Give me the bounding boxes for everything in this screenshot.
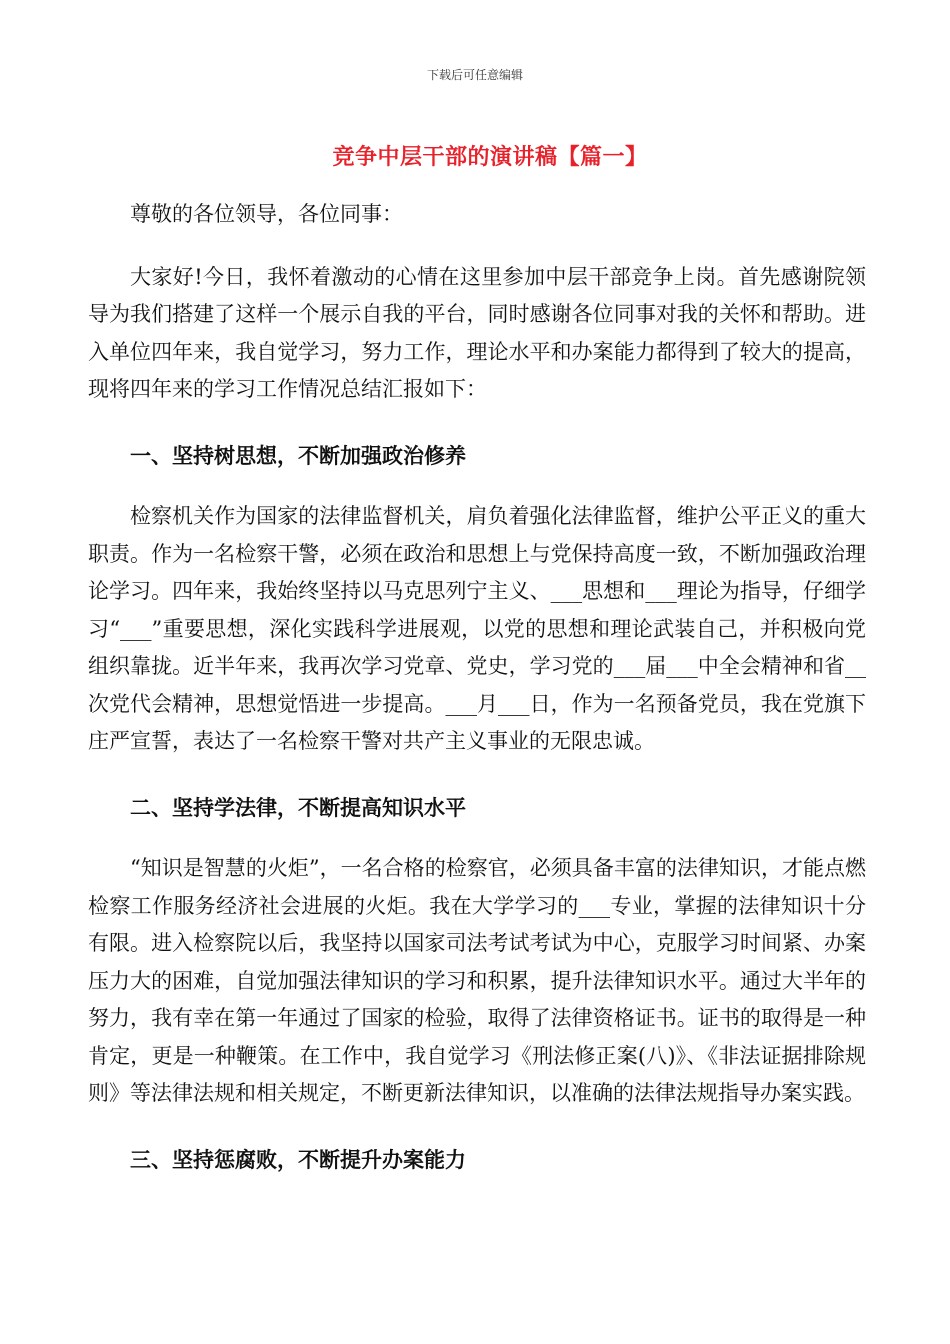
document-body — [88, 196, 866, 1202]
section-heading-2: 二、坚持学法律，不断提高知识水平 — [130, 794, 466, 820]
section-heading-3: 三、坚持惩腐败，不断提升办案能力 — [130, 1146, 466, 1172]
section-heading-1: 一、坚持树思想，不断加强政治修养 — [130, 442, 466, 468]
section-body-2: “知识是智慧的火炬”，一名合格的检察官，必须具备丰富的法律知识，才能点燃检察工作服务经济社会进展的火炬。我在大学学习的___专业，掌握的法律知识十分有限。进入检察院以后，我坚持以国家司法考试考试为中心，克服学习时间紧、办案压力大的困难，自觉加强法律知识的学习和积累，提升法律知识水平。通过大半年的努力，我有幸在第一年通过了国家的检验，取得了法律资格证书。证书的取得是一种肯定，更是一种鞭策。在工作中，我自觉学习《刑法修正案(八)》、《非法证据排除规则》等法律法规和相关规定，不断更新法律知识，以准确的法律法规指导办案实践。 — [88, 856, 866, 1105]
salutation: 尊敬的各位领导，各位同事： — [130, 202, 403, 226]
header-note: 下载后可任意编辑 — [426, 68, 523, 82]
document-title: 竞争中层干部的演讲稿【篇一】 — [332, 144, 648, 170]
section-body-1: 检察机关作为国家的法律监督机关，肩负着强化法律监督，维护公平正义的重大职责。作为一名检察干警，必须在政治和思想上与党保持高度一致，不断加强政治理论学习。四年来，我始终坚持以马克思列宁主义、___思想和___理论为指导，仔细学习“___”重要思想，深化实践科学进展观，以党的思想和理论武装自己，并积极向党组织靠拢。近半年来，我再次学习党章、党史，学习党的___届___中全会精神和省__次党代会精神，思想觉悟进一步提高。___月___日，作为一名预备党员，我在党旗下庄严宣誓，表达了一名检察干警对共产主义事业的无限忠诚。 — [88, 504, 866, 753]
intro-paragraph: 大家好!今日，我怀着激动的心情在这里参加中层干部竞争上岗。首先感谢院领导为我们搭建了这样一个展示自我的平台，同时感谢各位同事对我的关怀和帮助。进入单位四年来，我自觉学习，努力工作，理论水平和办案能力都得到了较大的提高，现将四年来的学习工作情况总结汇报如下： — [88, 264, 866, 401]
